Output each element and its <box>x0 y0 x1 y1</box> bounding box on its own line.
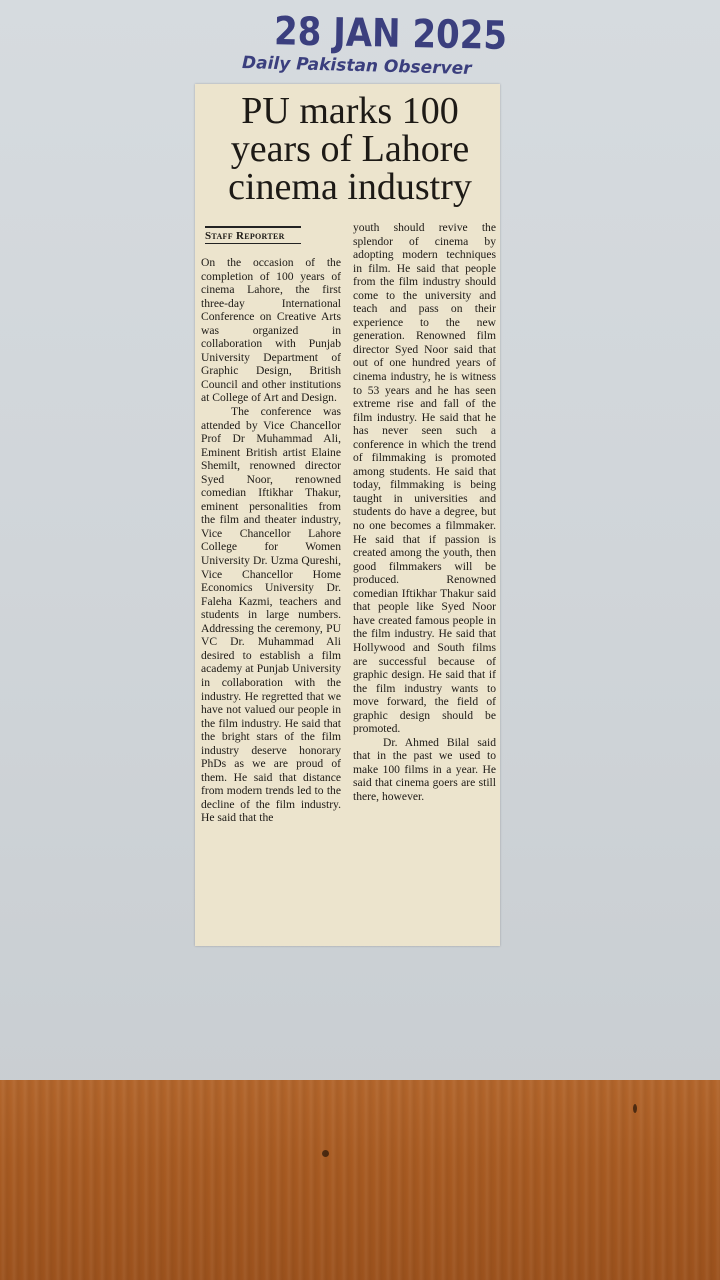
article-paragraph: Dr. Ahmed Bilal said that in the past we used to make 100 films in a year. He said that cinema goers are still there, however. <box>353 735 496 803</box>
article-headline: PU marks 100 years of Lahore cinema industry <box>228 90 472 208</box>
newspaper-name-stamp: Daily Pakistan Observer <box>241 52 472 80</box>
article-column-left <box>201 256 341 825</box>
article-paragraph: The conference was attended by Vice Chancellor Prof Dr Muhammad Ali, Eminent British artist Elaine Shemilt, renowned director Syed Noor, renowned comedian Iftikhar Thakur, eminent personalities from the film and theater industry, Vice Chancellor Lahore College for Women University Dr. Uzma Qureshi, Vice Chancellor Home Economics University Dr. Faleha Kazmi, teachers and students in large numbers. Addressing the ceremony, PU VC Dr. Muhammad Ali desired to establish a film academy at Punjab University in collaboration with the industry. He regretted that we have not valued our people in the film industry. He said that the bright stars of the film industry deserve honorary PhDs as we are proud of them. He said that distance from modern trends led to the decline of the film industry. He said that the <box>201 405 341 825</box>
article-paragraph: On the occasion of the completion of 100 years of cinema Lahore, the first three-day International Conference on Creative Arts was organized in collaboration with Punjab University Department of Graphic Design, British Council and other institutions at College of Art and Design. <box>201 256 341 405</box>
wooden-table-surface <box>0 1080 720 1280</box>
table-speck <box>633 1104 637 1113</box>
article-column-right <box>353 221 496 804</box>
article-byline: Staff Reporter <box>205 226 301 244</box>
table-speck <box>322 1150 329 1157</box>
date-stamp: 28 JAN 2025 <box>273 8 508 60</box>
newspaper-clipping <box>195 84 500 946</box>
article-paragraph: youth should revive the splendor of cinema by adopting modern techniques in film. He said that people from the film industry should come to the university and teach and pass on their experience to the new generation. Renowned film director Syed Noor said that out of one hundred years of cinema industry, he is witness to 53 years and he has seen extreme rise and fall of the film industry. He said that he has never seen such a conference in which the trend of filmmaking is promoted among students. He said that today, filmmaking is being taught in universities and students do have a degree, but no one becomes a filmmaker. He said that if passion is created among the youth, then good filmmakers will be produced. Renowned comedian Iftikhar Thakur said that people like Syed Noor have created famous people in the film industry. He said that Hollywood and South films are successful because of graphic design. He said that if the film industry wants to move forward, the field of graphic design should be promoted. <box>353 221 496 736</box>
